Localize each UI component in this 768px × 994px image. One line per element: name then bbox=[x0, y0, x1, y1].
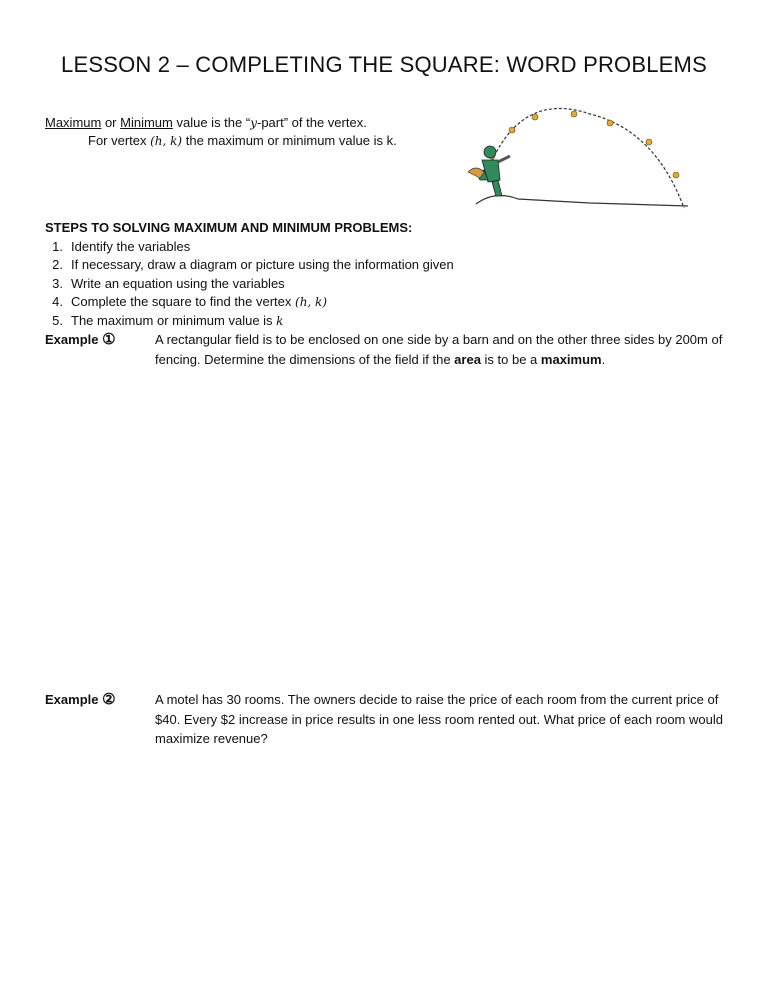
example-number: ② bbox=[102, 691, 116, 708]
example-1-text bbox=[155, 330, 735, 369]
math-y: y bbox=[250, 116, 257, 130]
step-text: Identify the variables bbox=[71, 239, 191, 254]
bold-maximum: maximum bbox=[540, 351, 602, 367]
example-label: Example bbox=[45, 332, 99, 347]
example-text: . bbox=[601, 351, 606, 367]
step-text: Complete the square to find the vertex bbox=[71, 294, 296, 310]
step-item bbox=[45, 238, 454, 256]
step-item bbox=[45, 293, 454, 311]
intro-line-2 bbox=[88, 133, 397, 148]
steps-list bbox=[45, 238, 454, 330]
example-label: Example bbox=[45, 692, 99, 707]
math-vertex: (h, k) bbox=[295, 295, 328, 310]
step-text: The maximum or minimum value is bbox=[71, 312, 277, 328]
intro-text: the maximum or minimum value is k. bbox=[182, 133, 397, 148]
intro-text: or bbox=[101, 115, 121, 130]
step-number: 3. bbox=[52, 275, 63, 291]
math-vertex: (h, k) bbox=[150, 134, 183, 148]
example-text: A rectangular field is to be enclosed on one side by a barn and on the other three sides by 200m of fencing. Determine the dimensions of the field if the bbox=[155, 332, 723, 367]
step-number: 2. bbox=[52, 257, 63, 273]
example-text: is to be a bbox=[480, 351, 541, 367]
step-item bbox=[45, 312, 454, 330]
bold-area: area bbox=[454, 351, 481, 367]
pitcher-illustration bbox=[440, 100, 700, 212]
intro-text: -part” of the vertex. bbox=[256, 115, 367, 130]
step-number: 4. bbox=[52, 294, 63, 310]
minimum-word: Minimum bbox=[120, 115, 173, 130]
step-item bbox=[45, 256, 454, 274]
steps-heading: STEPS TO SOLVING MAXIMUM AND MINIMUM PROBLEMS: bbox=[45, 220, 413, 235]
step-number: 1. bbox=[52, 239, 63, 254]
step-number: 5. bbox=[52, 312, 63, 328]
intro-line-1 bbox=[45, 115, 367, 130]
step-item bbox=[45, 275, 454, 293]
intro-text: value is the “ bbox=[172, 115, 251, 130]
step-text: If necessary, draw a diagram or picture using the information given bbox=[71, 257, 454, 273]
intro-text: For vertex bbox=[88, 133, 151, 148]
example-1-label bbox=[45, 330, 116, 348]
example-number: ① bbox=[102, 331, 116, 348]
math-k: k bbox=[276, 313, 284, 328]
example-2-text: A motel has 30 rooms. The owners decide to raise the price of each room from the current price of $40. Every $2 increase in price results in one less room rented out. What price of each room would maximize revenue? bbox=[155, 692, 723, 746]
example-2-label bbox=[45, 690, 116, 708]
maximum-word: Maximum bbox=[45, 115, 102, 130]
page-title: LESSON 2 – COMPLETING THE SQUARE: WORD PROBLEMS bbox=[61, 52, 707, 77]
step-text: Write an equation using the variables bbox=[71, 275, 285, 291]
